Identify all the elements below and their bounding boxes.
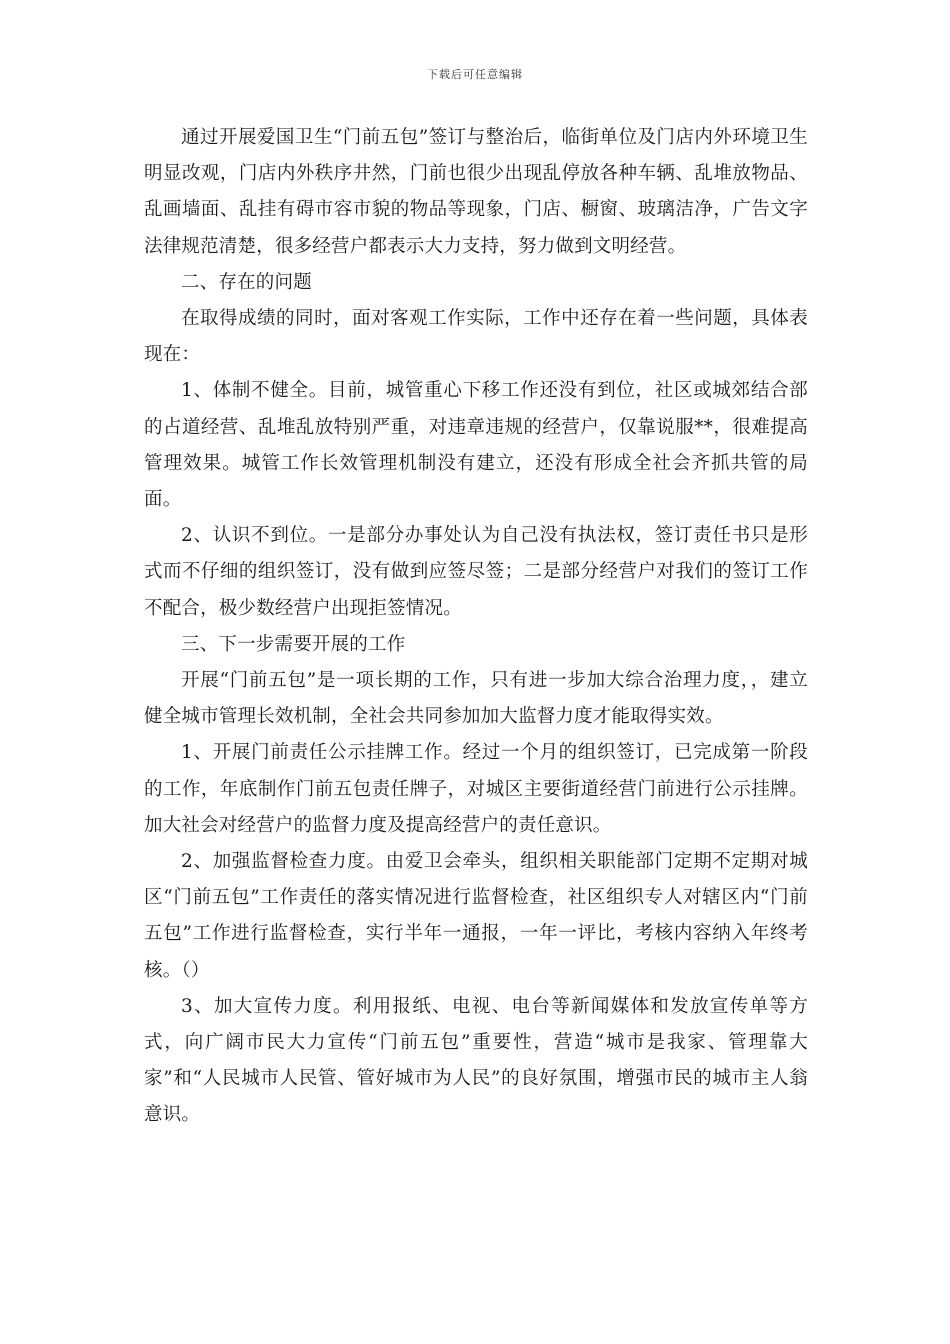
paragraph: 2、加强监督检查力度。由爱卫会牵头，组织相关职能部门定期不定期对城区“门前五包”工作责任的落实情况进行监督检查，社区组织专人对辖区内“门前五包”工作进行监督检查，实行半年一通报，一年一评比，考核内容纳入年终考核。（） <box>144 851 808 981</box>
paragraph: 开展“门前五包”是一项长期的工作，只有进一步加大综合治理力度，，建立健全城市管理长效机制，全社会共同参加加大监督力度才能取得实效。 <box>144 670 808 728</box>
section-heading: 二、存在的问题 <box>181 271 312 293</box>
document-body <box>144 120 808 1134</box>
paragraph: 3、加大宣传力度。利用报纸、电视、电台等新闻媒体和发放宣传单等方式，向广阔市民大力宣传“门前五包”重要性，营造“城市是我家、管理靠大家”和“人民城市人民管、管好城市为人民”的良好氛围，增强市民的城市主人翁意识。 <box>144 995 808 1126</box>
paragraph: 2、认识不到位。一是部分办事处认为自己没有执法权，签订责任书只是形式而不仔细的组织签订，没有做到应签尽签；二是部分经营户对我们的签订工作不配合，极少数经营户出现拒签情况。 <box>144 525 808 619</box>
page-header-note: 下载后可任意编辑 <box>427 68 523 81</box>
section-heading: 三、下一步需要开展的工作 <box>181 633 406 655</box>
paragraph: 在取得成绩的同时，面对客观工作实际，工作中还存在着一些问题，具体表现在： <box>144 308 808 366</box>
paragraph: 通过开展爱国卫生“门前五包”签订与整治后，临街单位及门店内外环境卫生明显改观，门店内外秩序井然，门前也很少出现乱停放各种车辆、乱堆放物品、乱画墙面、乱挂有碍市容市貌的物品等现象，门店、橱窗、玻璃洁净，广告文字法律规范清楚，很多经营户都表示大力支持，努力做到文明经营。 <box>144 127 808 257</box>
paragraph: 1、开展门前责任公示挂牌工作。经过一个月的组织签订，已完成第一阶段的工作，年底制作门前五包责任牌子，对城区主要街道经营门前进行公示挂牌。加大社会对经营户的监督力度及提高经营户的责任意识。 <box>144 742 808 836</box>
paragraph: 1、体制不健全。目前，城管重心下移工作还没有到位，社区或城郊结合部的占道经营、乱堆乱放特别严重，对违章违规的经营户，仅靠说服**，很难提高管理效果。城管工作长效管理机制没有建立，还没有形成全社会齐抓共管的局面。 <box>144 380 808 511</box>
